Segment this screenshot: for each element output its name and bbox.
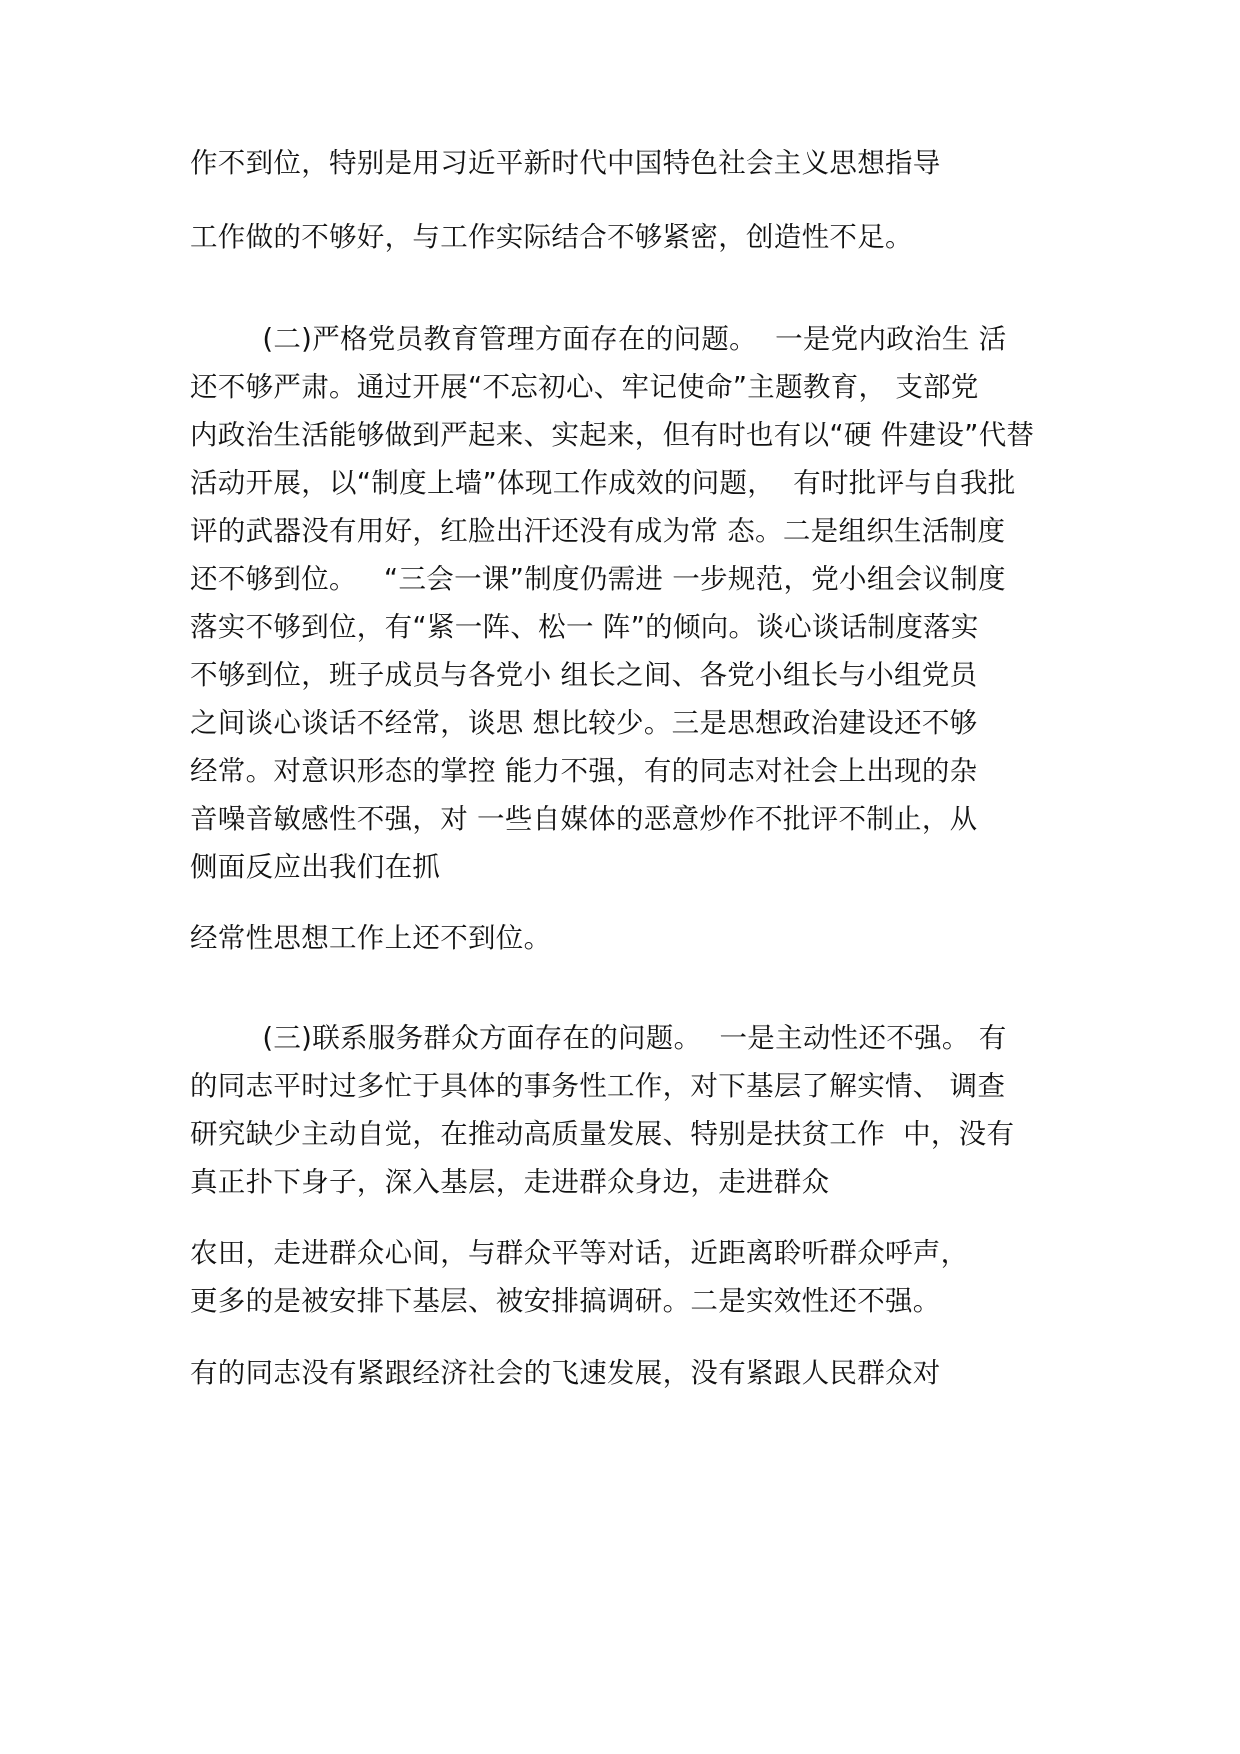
text-line: 的同志平时过多忙于具体的事务性工作，对下基层了解实情、 调查 <box>190 1070 1006 1102</box>
text-line: 经常性思想工作上还不到位。 <box>190 922 552 954</box>
text-line: 更多的是被安排下基层、被安排搞调研。二是实效性还不强。 <box>190 1285 941 1317</box>
text-line: 不够到位，班子成员与各党小 组长之间、各党小组长与小组党员 <box>190 659 978 691</box>
text-line: 侧面反应出我们在抓 <box>190 851 441 883</box>
text-line: 还不够严肃。通过开展“不忘初心、牢记使命”主题教育， 支部党 <box>190 371 979 403</box>
text-line: 还不够到位。 “三会一课”制度仍需进 一步规范，党小组会议制度 <box>190 563 1006 595</box>
text-line: 之间谈心谈话不经常，谈思 想比较少。三是思想政治建设还不够 <box>190 707 978 739</box>
text-line: 作不到位，特别是用习近平新时代中国特色社会主义思想指导 <box>190 147 941 179</box>
text-line: 研究缺少主动自觉，在推动高质量发展、特别是扶贫工作 中，没有 <box>190 1118 1015 1150</box>
text-line: 农田，走进群众心间，与群众平等对话，近距离聆听群众呼声， <box>190 1237 969 1269</box>
text-line: 音噪音敏感性不强，对 一些自媒体的恶意炒作不批评不制止，从 <box>190 803 978 835</box>
text-line: 评的武器没有用好，红脸出汗还没有成为常 态。二是组织生活制度 <box>190 515 1006 547</box>
text-line: 经常。对意识形态的掌控 能力不强，有的同志对社会上出现的杂 <box>190 755 978 787</box>
text-line: 内政治生活能够做到严起来、实起来，但有时也有以“硬 件建设”代替 <box>190 419 1035 451</box>
text-line: 工作做的不够好，与工作实际结合不够紧密，创造性不足。 <box>190 221 913 253</box>
text-line: 落实不够到位，有“紧一阵、松一 阵”的倾向。谈心谈话制度落实 <box>190 611 979 643</box>
text-line: 活动开展，以“制度上墙”体现工作成效的问题， 有时批评与自我批 <box>190 467 1016 499</box>
section-heading-line: (三)联系服务群众方面存在的问题。 一是主动性还不强。 有 <box>190 1022 1007 1054</box>
text-line: 真正扑下身子，深入基层，走进群众身边，走进群众 <box>190 1166 830 1198</box>
section-heading-line: (二)严格党员教育管理方面存在的问题。 一是党内政治生 活 <box>190 323 1007 355</box>
text-line: 有的同志没有紧跟经济社会的飞速发展，没有紧跟人民群众对 <box>190 1357 941 1389</box>
